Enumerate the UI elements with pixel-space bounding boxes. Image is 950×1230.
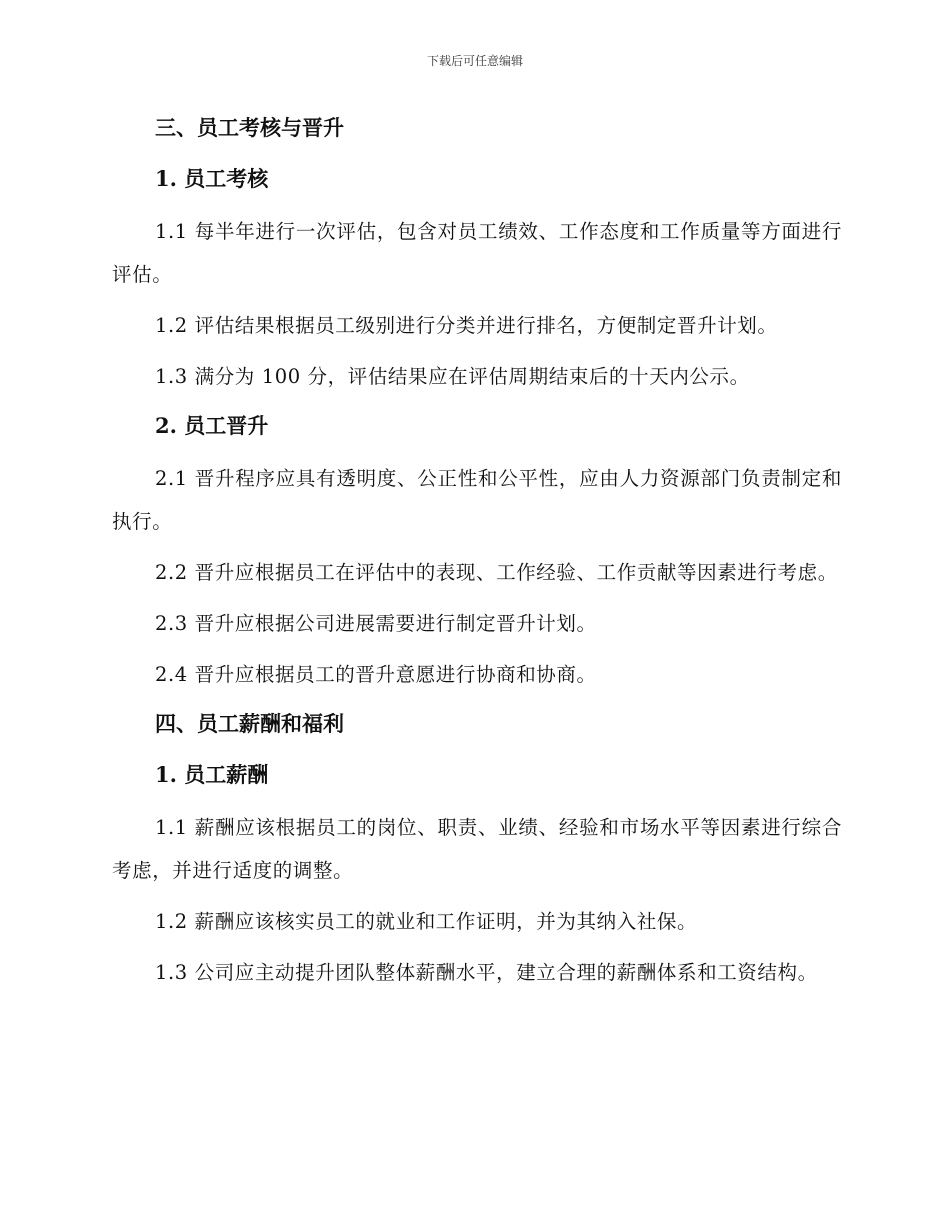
paragraph-4-1-3: 1.3 公司应主动提升团队整体薪酬水平，建立合理的薪酬体系和工资结构。 [155, 961, 818, 984]
section-heading-4: 四、员工薪酬和福利 [155, 711, 344, 736]
subsection-heading-4-1: 1. 员工薪酬 [155, 762, 269, 787]
section-heading-3: 三、员工考核与晋升 [155, 115, 344, 140]
paragraph-2-3: 2.3 晋升应根据公司进展需要进行制定晋升计划。 [155, 612, 597, 635]
document-body [112, 108, 842, 1002]
paragraph-4-1-2: 1.2 薪酬应该核实员工的就业和工作证明，并为其纳入社保。 [155, 910, 698, 933]
subsection-heading-1: 1. 员工考核 [155, 166, 269, 191]
subsection-heading-2: 2. 员工晋升 [155, 413, 269, 438]
paragraph-1-3: 1.3 满分为 100 分，评估结果应在评估周期结束后的十天内公示。 [155, 365, 750, 388]
paragraph-2-4: 2.4 晋升应根据员工的晋升意愿进行协商和协商。 [155, 663, 597, 686]
paragraph-1-2: 1.2 评估结果根据员工级别进行分类并进行排名，方便制定晋升计划。 [155, 314, 778, 337]
paragraph-2-1: 2.1 晋升程序应具有透明度、公正性和公平性，应由人力资源部门负责制定和执行。 [112, 467, 842, 533]
page-header: 下载后可任意编辑 [426, 54, 523, 68]
paragraph-1-1: 1.1 每半年进行一次评估，包含对员工绩效、工作态度和工作质量等方面进行评估。 [112, 220, 842, 286]
paragraph-2-2: 2.2 晋升应根据员工在评估中的表现、工作经验、工作贡献等因素进行考虑。 [155, 561, 838, 584]
paragraph-4-1-1: 1.1 薪酬应该根据员工的岗位、职责、业绩、经验和市场水平等因素进行综合考虑，并进行适度的调整。 [112, 816, 842, 882]
